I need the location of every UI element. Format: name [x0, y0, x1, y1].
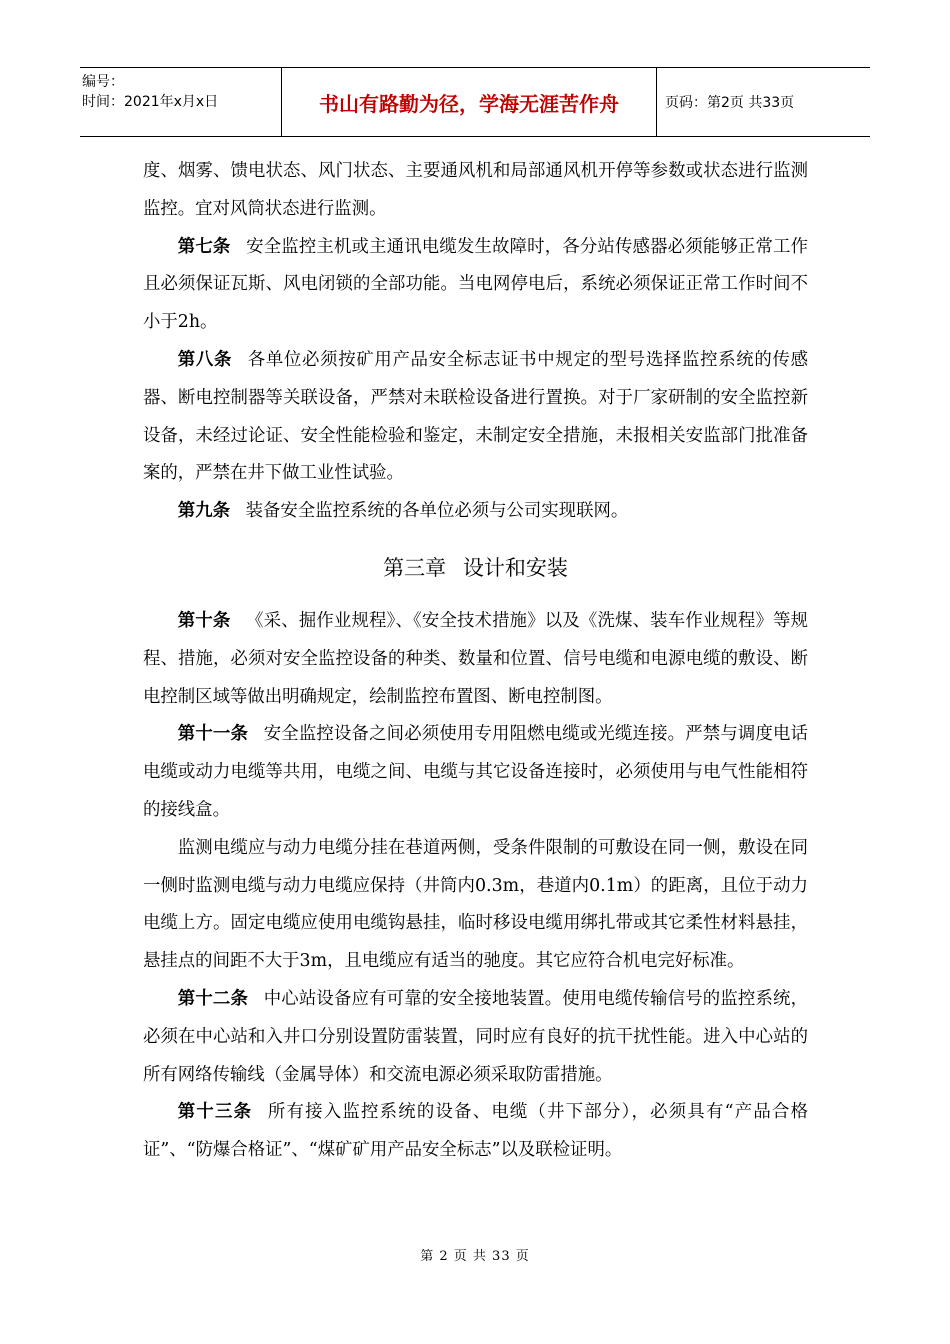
article-7 [143, 229, 808, 342]
article-13 [143, 1094, 808, 1170]
article-8 [143, 342, 808, 493]
article-11 [143, 716, 808, 829]
article-text: 安全监控主机或主通讯电缆发生故障时，各分站传感器必须能够正常工作且必须保证瓦斯、风电闭锁的全部功能。当电网停电后，系统必须保证正常工作时间不小于2h。 [143, 236, 808, 333]
article-12 [143, 981, 808, 1094]
article-text: 所有接入监控系统的设备、电缆（井下部分），必须具有“产品合格证”、“防爆合格证”、“煤矿矿用产品安全标志”以及联检证明。 [143, 1102, 808, 1161]
article-text: 安全监控设备之间必须使用专用阻燃电缆或光缆连接。严禁与调度电话电缆或动力电缆等共用，电缆之间、电缆与其它设备连接时，必须使用与电气性能相符的接线盒。 [143, 724, 808, 820]
chapter-heading [143, 553, 808, 583]
article-text: 装备安全监控系统的各单位必须与公司实现联网。 [245, 501, 629, 522]
chapter-number: 第三章 [383, 555, 447, 580]
document-time-label: 时间：2021年x月x日 [82, 94, 219, 110]
document-body [143, 153, 808, 1170]
chapter-title: 设计和安装 [462, 555, 568, 580]
paragraph-cable-laying: 监测电缆应与动力电缆分挂在巷道两侧，受条件限制的可敷设在同一侧，敷设在同一侧时监测电缆与动力电缆应保持（井筒内0.3m，巷道内0.1m）的距离，且位于动力电缆上方。固定电缆应使用电缆钩悬挂，临时移设电缆用绑扎带或其它柔性材料悬挂，悬挂点的间距不大于3m，且电缆应有适当的驰度。其它应符合机电完好标准。 [143, 837, 808, 972]
header-motto: 书山有路勤为径，学海无涯苦作舟 [282, 68, 657, 136]
article-10 [143, 603, 808, 716]
document-code-label: 编号： [82, 74, 124, 90]
article-text: 中心站设备应有可靠的安全接地装置。使用电缆传输信号的监控系统，必须在中心站和入井口分别设置防雷装置，同时应有良好的抗干扰性能。进入中心站的所有网络传输线（金属导体）和交流电源必须采取防雷措施。 [143, 988, 808, 1085]
article-label: 第七条 [177, 236, 231, 257]
article-label: 第十二条 [177, 988, 249, 1009]
page-header [80, 67, 870, 137]
article-label: 第八条 [177, 349, 233, 370]
article-text: 《采、掘作业规程》、《安全技术措施》以及《洗煤、装车作业规程》等规程、措施，必须对安全监控设备的种类、数量和位置、信号电缆和电源电缆的敷设、断电控制区域等做出明确规定，绘制监控布置图、断电控制图。 [143, 610, 808, 707]
header-meta-cell [80, 68, 282, 136]
header-page-info: 页码：第2页 共33页 [665, 95, 795, 111]
page-footer: 第 2 页 共 33 页 [420, 1249, 530, 1264]
article-label: 第十一条 [177, 724, 249, 745]
article-label: 第十条 [177, 610, 231, 631]
article-9 [143, 493, 808, 531]
article-label: 第九条 [177, 501, 230, 522]
paragraph-continuation: 度、烟雾、馈电状态、风门状态、主要通风机和局部通风机开停等参数或状态进行监测监控。宜对风筒状态进行监测。 [143, 161, 808, 219]
article-text: 各单位必须按矿用产品安全标志证书中规定的型号选择监控系统的传感器、断电控制器等关联设备，严禁对未联检设备进行置换。对于厂家研制的安全监控新设备，未经过论证、安全性能检验和鉴定，未制定安全措施，未报相关安监部门批准备案的，严禁在井下做工业性试验。 [143, 349, 808, 484]
article-label: 第十三条 [177, 1102, 253, 1123]
